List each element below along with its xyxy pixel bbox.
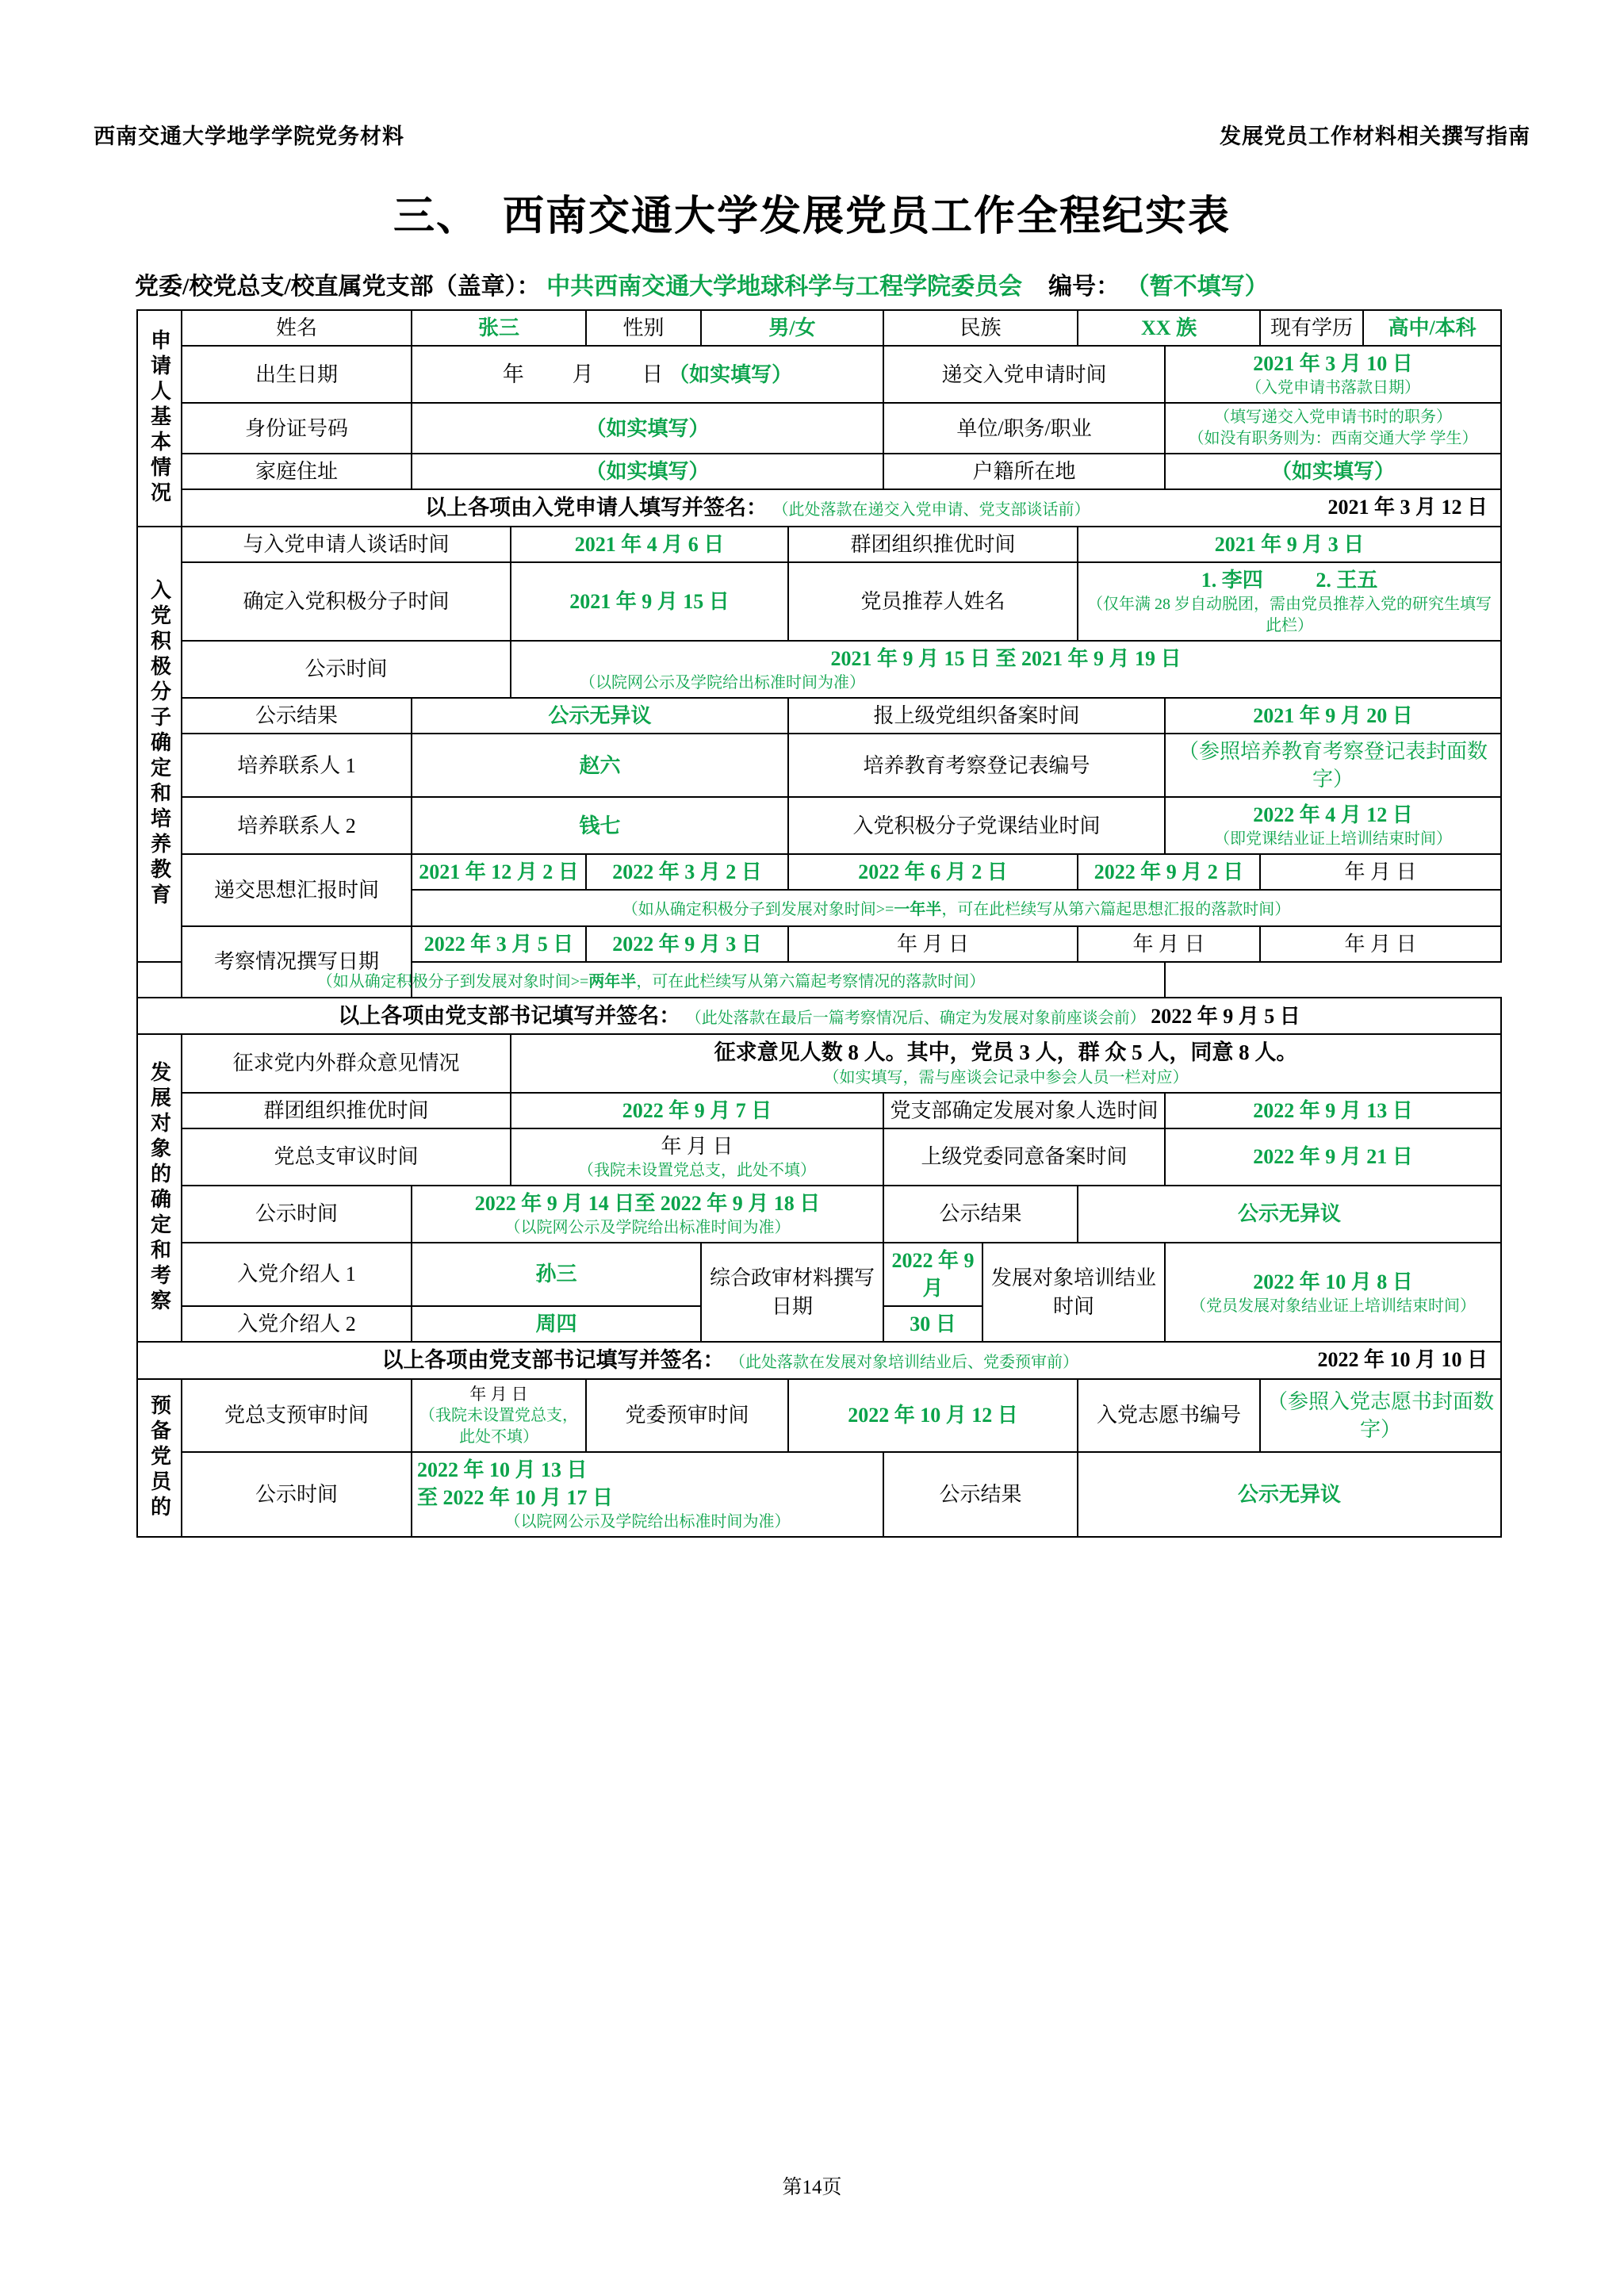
table-row — [137, 1342, 1501, 1378]
prepare-public-label: 公示时间 — [182, 1452, 412, 1537]
target-signature-date: 2022 年 10 月 10 日 — [1317, 1348, 1488, 1372]
page-number: 第14页 — [782, 2177, 842, 2198]
table-row — [137, 346, 1501, 403]
name-value: 张三 — [412, 310, 586, 346]
stamp-line — [135, 266, 1545, 301]
confirm-active-label: 确定入党积极分子时间 — [182, 562, 511, 641]
intro2-label: 入党介绍人 2 — [182, 1306, 412, 1342]
nation-value: XX 族 — [1078, 310, 1260, 346]
target-signature-label: 以上各项由党支部书记填写并签名： — [381, 1348, 725, 1373]
basic-signature-note: （此处落款在递交入党申请、党支部谈话前） — [772, 501, 1090, 519]
title-text: 西南交通大学发展党员工作全程纪实表 — [503, 194, 1231, 239]
confirm-active-value: 2021 年 9 月 15 日 — [511, 562, 788, 641]
volunteer-no-label: 入党志愿书编号 — [1078, 1379, 1260, 1452]
inspect-note-a: （如从确定积极分子到发展对象时间>= — [316, 972, 589, 990]
active-public-label: 公示时间 — [182, 641, 511, 698]
active-signature-date: 2022 年 9 月 5 日 — [1151, 1004, 1300, 1028]
active-public-value — [511, 641, 1501, 698]
general-branch-value — [511, 1128, 883, 1186]
education-label: 现有学历 — [1260, 310, 1363, 346]
section-label-target — [137, 1034, 182, 1342]
education-value: 高中/本科 — [1363, 310, 1501, 346]
address-value: （如实填写） — [412, 454, 883, 489]
inspect-date-label: 考察情况撰写日期 — [182, 926, 412, 998]
prepare-general-label: 党总支预审时间 — [182, 1379, 412, 1452]
target-public-dates: 2022 年 9 月 14 日至 2022 年 9 月 18 日 — [474, 1191, 821, 1215]
target-league-value: 2022 年 9 月 7 日 — [511, 1093, 883, 1128]
table-row — [137, 926, 1501, 962]
birth-label: 出生日期 — [182, 346, 412, 403]
table-row — [137, 1093, 1501, 1128]
active-result-label: 公示结果 — [182, 698, 412, 734]
prepare-general-value — [412, 1379, 586, 1452]
stamp-label: 党委/校党总支/校直属党支部（盖章）： — [135, 274, 541, 300]
address-label: 家庭住址 — [182, 454, 412, 489]
id-label: 身份证号码 — [182, 403, 412, 454]
inspect-date-3: 年 月 日 — [788, 926, 1078, 962]
basic-signature-row — [182, 489, 1501, 526]
class-end-label: 入党积极分子党课结业时间 — [788, 797, 1165, 854]
target-train-date: 2022 年 10 月 8 日 — [1253, 1270, 1413, 1293]
prepare-committee-label: 党委预审时间 — [586, 1379, 788, 1452]
reg-form-label: 培养教育考察登记表编号 — [788, 734, 1165, 797]
section-label-prepare — [137, 1379, 182, 1538]
header-right: 发展党员工作材料相关撰写指南 — [1220, 125, 1530, 148]
table-row — [137, 1034, 1501, 1092]
reg-form-note: （参照培养教育考察登记表封面数字） — [1165, 734, 1501, 797]
report-date-2: 2022 年 3 月 2 日 — [586, 854, 788, 890]
basic-signature-date: 2021 年 3 月 12 日 — [1327, 496, 1488, 519]
serial-value: （暂不填写） — [1125, 274, 1269, 300]
general-branch-label: 党总支审议时间 — [182, 1128, 511, 1186]
target-signature-row — [137, 1342, 1501, 1378]
table-row — [137, 1128, 1501, 1186]
recommender-label: 党员推荐人姓名 — [788, 562, 1078, 641]
active-signature-row — [137, 998, 1501, 1034]
active-result-value: 公示无异议 — [412, 698, 788, 734]
prepare-public-date-2: 至 2022 年 10 月 17 日 — [417, 1486, 614, 1510]
active-record-value: 2021 年 9 月 20 日 — [1165, 698, 1501, 734]
title-number: 三、 — [393, 194, 479, 239]
report-date-4: 2022 年 9 月 2 日 — [1078, 854, 1260, 890]
league-opt-value: 2021 年 9 月 3 日 — [1078, 527, 1501, 562]
recommender-note: （仅年满 28 岁自动脱团，需由党员推荐入党的研究生填写此栏） — [1087, 595, 1492, 634]
branch-confirm-value: 2022 年 9 月 13 日 — [1165, 1093, 1501, 1128]
talk-value: 2021 年 4 月 6 日 — [511, 527, 788, 562]
registry-label: 户籍所在地 — [883, 454, 1165, 489]
inspect-note-b: 两年半 — [588, 972, 637, 990]
inspect-date-5: 年 月 日 — [1260, 926, 1501, 962]
report-time-label: 递交思想汇报时间 — [182, 854, 412, 925]
general-branch-note: （我院未设置党总支，此处不填） — [578, 1161, 817, 1179]
class-end-note: （即党课结业证上培训结束时间） — [1214, 830, 1453, 849]
active-record-label: 报上级党组织备案时间 — [788, 698, 1165, 734]
target-result-label: 公示结果 — [883, 1186, 1078, 1243]
unit-label: 单位/职务/职业 — [883, 403, 1165, 454]
prepare-result-label: 公示结果 — [883, 1452, 1078, 1537]
prepare-general-date: 年 月 日 — [469, 1384, 528, 1404]
recommender-2: 2. 王五 — [1316, 568, 1378, 592]
gender-value: 男/女 — [701, 310, 883, 346]
target-public-note: （以院网公示及学院给出标准时间为准） — [504, 1218, 791, 1236]
opinion-label: 征求党内外群众意见情况 — [182, 1034, 511, 1092]
political-review-value-1: 2022 年 9 月 — [883, 1243, 982, 1306]
section-label-target-text: 发展对象的确定和考察 — [147, 1061, 171, 1316]
section-label-prepare-text: 预备党员的 — [147, 1394, 171, 1522]
report-note-b: 一年半 — [894, 901, 942, 919]
prepare-public-value — [412, 1452, 883, 1537]
upper-record-label: 上级党委同意备案时间 — [883, 1128, 1165, 1186]
report-date-5: 年 月 日 — [1260, 854, 1501, 890]
table-row — [137, 797, 1501, 854]
active-public-note: （以院网公示及学院给出标准时间为准） — [580, 674, 866, 692]
inspect-date-4: 年 月 日 — [1078, 926, 1260, 962]
table-row — [137, 454, 1501, 489]
inspect-date-1: 2022 年 3 月 5 日 — [412, 926, 586, 962]
inspect-date-2: 2022 年 9 月 3 日 — [586, 926, 788, 962]
target-signature-note: （此处落款在发展对象培训结业后、党委预审前） — [730, 1354, 1079, 1372]
prepare-public-date-1: 2022 年 10 月 13 日 — [417, 1458, 588, 1481]
intro2-value: 周四 — [412, 1306, 701, 1342]
table-row — [137, 403, 1501, 454]
target-train-note: （党员发展对象结业证上培训结束时间） — [1190, 1297, 1477, 1315]
record-table — [136, 309, 1502, 1538]
table-row — [137, 962, 1501, 998]
table-row — [137, 310, 1501, 346]
contact1-label: 培养联系人 1 — [182, 734, 412, 797]
opinion-value — [511, 1034, 1501, 1092]
contact2-value: 钱七 — [412, 797, 788, 854]
target-public-value — [412, 1186, 883, 1243]
volunteer-no-note: （参照入党志愿书封面数字） — [1260, 1379, 1501, 1452]
general-branch-date: 年 月 日 — [661, 1134, 733, 1158]
table-row — [137, 1379, 1501, 1452]
report-date-1: 2021 年 12 月 2 日 — [412, 854, 586, 890]
target-train-value — [1165, 1243, 1501, 1342]
prepare-committee-value: 2022 年 10 月 12 日 — [788, 1379, 1078, 1452]
table-row — [137, 1186, 1501, 1243]
report-note — [412, 890, 1501, 925]
report-note-c: ，可在此栏续写从第六篇起思想汇报的落款时间） — [941, 901, 1291, 919]
class-end-value — [1165, 797, 1501, 854]
header-left: 西南交通大学地学学院党务材料 — [94, 125, 404, 148]
political-review-value-2: 30 日 — [883, 1306, 982, 1342]
table-row — [137, 489, 1501, 526]
apply-time-value — [1165, 346, 1501, 403]
registry-value: （如实填写） — [1165, 454, 1501, 489]
class-end-date: 2022 年 4 月 12 日 — [1253, 803, 1413, 827]
section-label-active — [137, 527, 182, 962]
talk-label: 与入党申请人谈话时间 — [182, 527, 511, 562]
unit-note-1: （填写递交入党申请书时的职务） — [1214, 408, 1453, 427]
id-value: （如实填写） — [412, 403, 883, 454]
league-opt-label: 群团组织推优时间 — [788, 527, 1078, 562]
table-row — [137, 562, 1501, 641]
active-signature-note: （此处落款在最后一篇考察情况后、确定为发展对象前座谈会前） — [685, 1009, 1146, 1027]
active-public-dates: 2021 年 9 月 15 日 至 2021 年 9 月 19 日 — [830, 646, 1182, 670]
target-league-label: 群团组织推优时间 — [182, 1093, 511, 1128]
apply-time-text: 2021 年 3 月 10 日 — [1253, 352, 1413, 376]
basic-signature-label: 以上各项由入党申请人填写并签名： — [425, 496, 768, 520]
page-title — [0, 182, 1624, 242]
table-row — [137, 1243, 1501, 1306]
upper-record-value: 2022 年 9 月 21 日 — [1165, 1128, 1501, 1186]
branch-confirm-label: 党支部确定发展对象人选时间 — [883, 1093, 1165, 1128]
nation-label: 民族 — [883, 310, 1078, 346]
political-review-label: 综合政审材料撰写日期 — [701, 1243, 883, 1342]
table-row — [137, 1452, 1501, 1537]
report-note-a: （如从确定积极分子到发展对象时间>= — [622, 901, 894, 919]
opinion-note: （如实填写，需与座谈会记录中参会人员一栏对应） — [823, 1068, 1189, 1086]
section-label-active-text: 入党积极分子确定和培养教育 — [147, 579, 171, 910]
target-result-value: 公示无异议 — [1078, 1186, 1501, 1243]
table-row — [137, 734, 1501, 797]
table-row — [137, 854, 1501, 890]
birth-value: 年 月 日 （如实填写） — [412, 346, 883, 403]
contact2-label: 培养联系人 2 — [182, 797, 412, 854]
active-signature-label: 以上各项由党支部书记填写并签名： — [338, 1003, 681, 1028]
apply-time-label: 递交入党申请时间 — [883, 346, 1165, 403]
name-label: 姓名 — [182, 310, 412, 346]
prepare-public-note: （以院网公示及学院给出标准时间为准） — [504, 1513, 791, 1531]
intro1-label: 入党介绍人 1 — [182, 1243, 412, 1306]
table-row — [137, 527, 1501, 562]
gender-label: 性别 — [586, 310, 701, 346]
apply-time-note: （入党申请书落款日期） — [1246, 379, 1421, 397]
section-label-basic — [137, 310, 182, 527]
opinion-text: 征求意见人数 8 人。其中，党员 3 人，群 众 5 人，同意 8 人。 — [714, 1040, 1298, 1065]
contact1-value: 赵六 — [412, 734, 788, 797]
stamp-org: 中共西南交通大学地球科学与工程学院委员会 — [546, 274, 1023, 300]
inspect-note-c: ，可在此栏续写从第六篇起考察情况的落款时间） — [636, 972, 986, 990]
intro1-value: 孙三 — [412, 1243, 701, 1306]
prepare-general-note: （我院未设置党总支，此处不填） — [419, 1406, 579, 1446]
recommender-1: 1. 李四 — [1201, 568, 1263, 592]
report-date-3: 2022 年 6 月 2 日 — [788, 854, 1078, 890]
table-row — [137, 998, 1501, 1034]
target-public-label: 公示时间 — [182, 1186, 412, 1243]
table-row — [137, 641, 1501, 698]
section-label-basic-text: 申请人基本情况 — [147, 329, 171, 508]
table-row — [137, 698, 1501, 734]
unit-note-2: （如没有职务则为：西南交通大学 学生） — [1188, 430, 1478, 448]
serial-label: 编号： — [1048, 274, 1120, 300]
target-train-label: 发展对象培训结业时间 — [982, 1243, 1165, 1342]
recommender-value — [1078, 562, 1501, 641]
prepare-result-value: 公示无异议 — [1078, 1452, 1501, 1537]
unit-value — [1165, 403, 1501, 454]
